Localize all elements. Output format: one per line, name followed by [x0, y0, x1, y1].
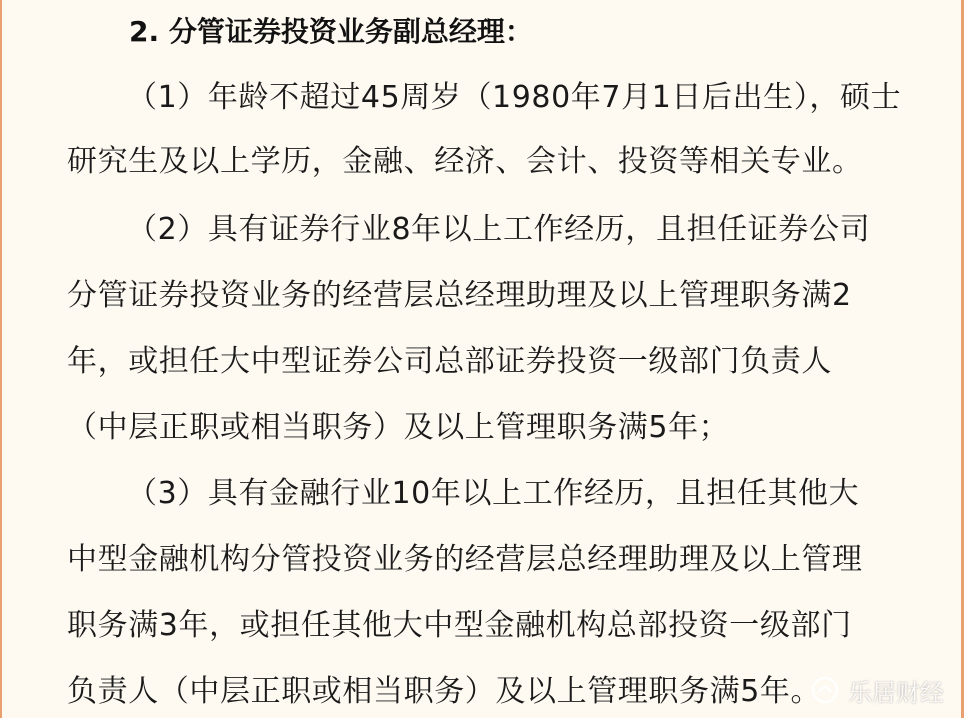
paragraph-2-line-3: 年，或担任大中型证券公司总部证券投资一级部门负责人	[67, 344, 832, 379]
watermark	[810, 670, 944, 710]
paragraph-2-line-1: （2）具有证券行业8年以上工作经历，且担任证券公司	[127, 212, 871, 247]
paragraph-3-line-3: 职务满3年，或担任其他大中型金融机构总部投资一级部门	[67, 608, 852, 643]
paragraph-1-line-1: （1）年龄不超过45周岁（1980年7月1日后出生），硕士	[127, 80, 902, 115]
section-heading: 2. 分管证券投资业务副总经理：	[129, 15, 533, 48]
watermark-text: 乐居财经	[848, 678, 944, 707]
left-frame-border	[0, 0, 2, 718]
paragraph-3-line-2: 中型金融机构分管投资业务的经营层总经理助理及以上管理	[67, 542, 863, 577]
paragraph-1-line-2: 研究生及以上学历，金融、经济、会计、投资等相关专业。	[67, 144, 863, 179]
document-content	[67, 0, 912, 718]
paragraph-3-line-4: 负责人（中层正职或相当职务）及以上管理职务满5年。	[67, 674, 822, 709]
paragraph-2-line-2: 分管证券投资业务的经营层总经理助理及以上管理职务满2	[67, 278, 852, 313]
watermark-logo-icon	[810, 675, 840, 705]
paragraph-3-line-1: （3）具有金融行业10年以上工作经历，且担任其他大	[127, 476, 860, 511]
paragraph-2-line-4: （中层正职或相当职务）及以上管理职务满5年；	[67, 410, 730, 445]
